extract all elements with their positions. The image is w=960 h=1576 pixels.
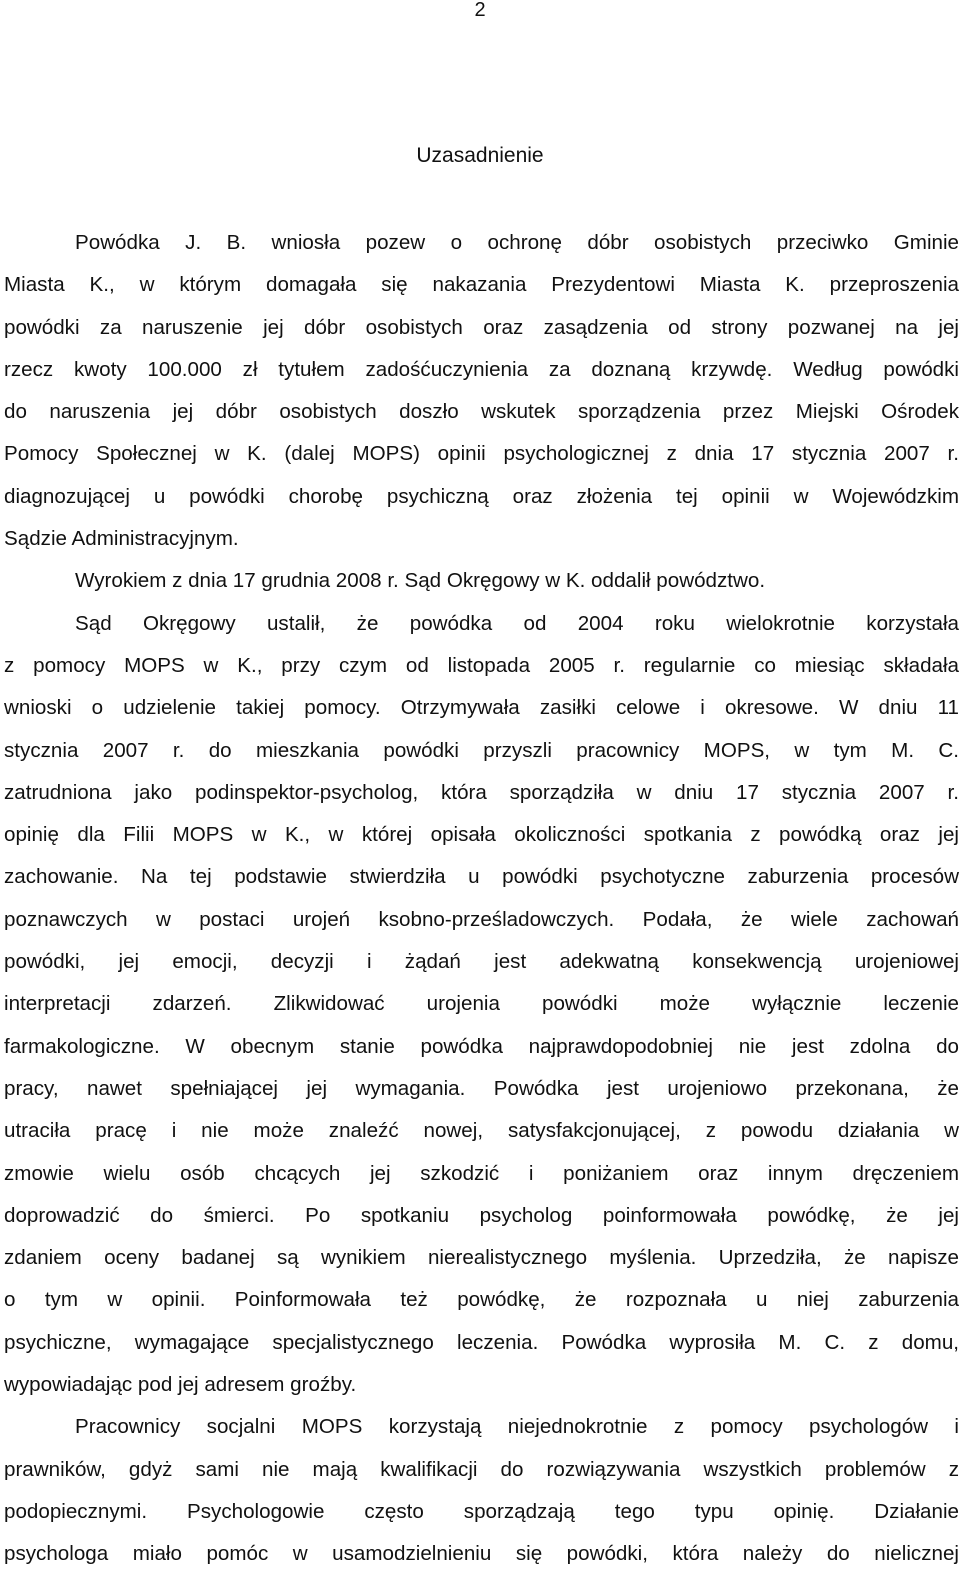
text-line: rzecz kwoty 100.000 zł tytułem zadośćuczynienia za doznaną krzywdę. Według powódki bbox=[4, 357, 959, 381]
text-line: Wyrokiem z dnia 17 grudnia 2008 r. Sąd Okręgowy w K. oddalił powództwo. bbox=[75, 569, 766, 593]
text-line: Powódka J. B. wniosła pozew o ochronę dóbr osobistych przeciwko Gminie bbox=[75, 231, 959, 254]
text-line: powódki, jej emocji, decyzji i żądań jest adekwatną konsekwencją urojeniowej bbox=[4, 950, 959, 974]
document-body bbox=[4, 222, 959, 1576]
text-line: o tym w opinii. Poinformowała też powódkę, że rozpoznała u niej zaburzenia bbox=[4, 1288, 959, 1312]
text-line: zachowanie. Na tej podstawie stwierdziła u powódki psychotyczne zaburzenia procesów bbox=[4, 865, 959, 889]
text-line: powódki za naruszenie jej dóbr osobistych oraz zasądzenia od strony pozwanej na jej bbox=[4, 315, 959, 339]
text-line: wnioski o udzielenie takiej pomocy. Otrzymywała zasiłki celowe i okresowe. W dniu 11 bbox=[4, 696, 959, 720]
text-line: Pracownicy socjalni MOPS korzystają niejednokrotnie z pomocy psychologów i bbox=[75, 1415, 959, 1439]
text-line: zdaniem oceny badanej są wynikiem nierealistycznego myślenia. Uprzedziła, że napisze bbox=[4, 1246, 959, 1270]
text-line: Sąd Okręgowy ustalił, że powódka od 2004 roku wielokrotnie korzystała bbox=[75, 611, 959, 635]
text-line: stycznia 2007 r. do mieszkania powódki przyszli pracownicy MOPS, w tym M. C. bbox=[4, 738, 959, 762]
text-line: z pomocy MOPS w K., przy czym od listopada 2005 r. regularnie co miesiąc składała bbox=[4, 653, 959, 677]
document-title: Uzasadnienie bbox=[416, 144, 544, 167]
text-line: wypowiadając pod jej adresem groźby. bbox=[4, 1373, 357, 1397]
text-line: interpretacji zdarzeń. Zlikwidować urojenia powódki może wyłącznie leczenie bbox=[4, 992, 959, 1016]
page-number: 2 bbox=[474, 0, 486, 21]
text-line: psychologa miało pomóc w usamodzielnieniu się powódki, która należy do nielicznej bbox=[4, 1542, 959, 1566]
text-line: psychiczne, wymagające specjalistycznego leczenia. Powódka wyprosiła M. C. z domu, bbox=[4, 1330, 959, 1354]
text-line: zmowie wielu osób chcących jej szkodzić i poniżaniem oraz innym dręczeniem bbox=[4, 1161, 959, 1185]
text-line: diagnozującej u powódki chorobę psychiczną oraz złożenia tej opinii w Wojewódzkim bbox=[4, 484, 959, 508]
text-line: Pomocy Społecznej w K. (dalej MOPS) opinii psychologicznej z dnia 17 stycznia 2007 r. bbox=[4, 442, 959, 466]
text-line: Miasta K., w którym domagała się nakazania Prezydentowi Miasta K. przeproszenia bbox=[4, 273, 959, 297]
text-line: utraciła pracę i nie może znaleźć nowej, satysfakcjonującej, z powodu działania w bbox=[4, 1119, 959, 1143]
text-line: poznawczych w postaci urojeń ksobno-prześladowczych. Podała, że wiele zachowań bbox=[4, 907, 959, 931]
text-line: zatrudniona jako podinspektor-psycholog, która sporządziła w dniu 17 stycznia 2007 r. bbox=[4, 780, 959, 804]
text-line: podopiecznymi. Psychologowie często sporządzają tego typu opinię. Działanie bbox=[4, 1499, 959, 1523]
text-line: doprowadzić do śmierci. Po spotkaniu psycholog poinformowała powódkę, że jej bbox=[4, 1203, 959, 1227]
text-line: Sądzie Administracyjnym. bbox=[4, 527, 239, 551]
text-line: opinię dla Filii MOPS w K., w której opisała okoliczności spotkania z powódką oraz jej bbox=[4, 823, 959, 847]
text-line: prawników, gdyż sami nie mają kwalifikacji do rozwiązywania wszystkich problemów z bbox=[4, 1457, 959, 1481]
text-line: do naruszenia jej dóbr osobistych doszło wskutek sporządzenia przez Miejski Ośrodek bbox=[4, 400, 959, 424]
text-line: farmakologiczne. W obecnym stanie powódka najprawdopodobniej nie jest zdolna do bbox=[4, 1034, 959, 1058]
text-line: pracy, nawet spełniającej jej wymagania. Powódka jest urojeniowo przekonana, że bbox=[4, 1076, 959, 1100]
